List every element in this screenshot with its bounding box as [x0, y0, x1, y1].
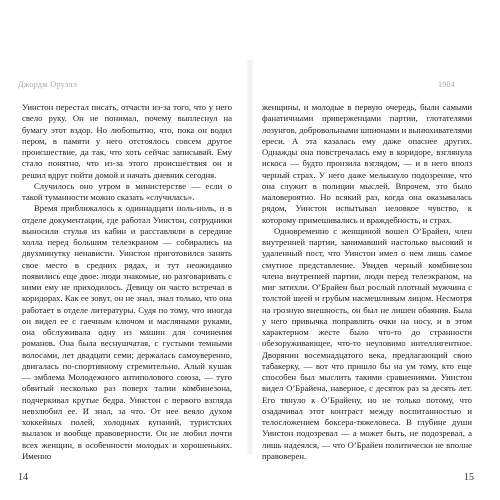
- paragraph: Случилось оно утром в министерстве — если о такой туманности можно сказать «случилась».: [22, 180, 232, 202]
- paragraph: Одновременно с женщиной вошел О’Брайен, член внутренней партии, занимавший настолько высокий и удаленный пост, что Уинстон имел о нем лишь самое смутное представление. Увидев черный комбинезон члена внутренней партии, люди перед телеэкраном, на миг затихли. О’Брайен был рослый плотный мужчина с толстой шеей и грубым насмешливым лицом. Несмотря на грозную внешность, он был не лишен обаяния. Была у него привычка поправлять очки на носу, и в этом характерном жесте было что-то до странности обезоруживающее, что-то неуловимо интеллигентное. Дворянин восемнадцатого века, предлагающий свою табакерку, — вот что пришло бы на ум тому, кто еще способен был мыслить такими сравнениями. Уинстон видел О’Брайена, наверное, с десяток раз за десять лет. Его тянуло к О’Брайену, но не только потому, что озадачивал этот контраст между воспитанностью и телосложением боксера-тяжеловеса. В глубине души Уинстон подозревал — а может быть, не подозревал, а лишь надеялся, — что О’Брайен политически не вполне правоверен.: [262, 225, 472, 461]
- book-gutter: [246, 60, 254, 455]
- left-page-text: [22, 102, 232, 462]
- paragraph: женщины, и молодые в первую очередь, были самыми фанатичными приверженцами партии, глотателями лозунгов, добровольными шпионами и вынюхивателями ереси. А эта казалась ему даже опаснее других. Однажды она повстречалась ему в коридоре, взглянула искоса — будто пронзила взглядом, — и в него вполз черный страх. У него даже мелькнуло подозрение, что она служит в полиции мыслей. Впрочем, это было маловероятно. Но всякий раз, когда она оказывалась рядом, Уинстон испытывал неловкое чувство, к которому примешивались и враждебность, и страх.: [262, 102, 472, 225]
- running-head-right: 1984: [438, 80, 456, 89]
- paragraph: Время приближалось к одиннадцати ноль-ноль, и в отделе документации, где работал Уинстон, сотрудники выносили стулья из кабин и расставляли в середине холла перед большим телеэкраном — собирались на двухминутку ненависти. Уинстон приготовился занять свое место в средних рядах, и тут неожиданно появились еще двое: люди знакомые, но разговаривать с ними ему не приходилось. Девицу он часто встречал в коридорах. Как ее зовут, он не знал, знал только, что она работает в отделе литературы. Судя по тому, что иногда он видел ее с гаечным ключом и масляными руками, она обслуживала одну из машин для сочинения романов. Она была веснушчатая, с густыми темными волосами, лет двадцати семи; держалась самоуверенно, двигалась по-спортивному стремительно. Алый кушак — эмблема Молодежного антиполового союза, — туго обвитый несколько раз поверх талии комбинезона, подчеркивал крутые бедра. Уинстон с первого взгляда невзлюбил ее. И знал, за что. От нее веяло духом хоккейных полей, холодных купаний, туристских вылазок и вообще правоверности. Он не любил почти всех женщин, в особенности молодых и хорошеньких. Именно: [22, 203, 232, 461]
- paragraph: Уинстон перестал писать, отчасти из-за того, что у него свело руку. Он не понимал, почему выплеснул на бумагу этот вздор. Но любопытно, что, пока он водил пером, в памяти у него отстоялось совсем другое происшествие, да так, что хоть сейчас записывай. Ему стало понятно, что из-за этого происшествия он и решил вдруг пойти домой и начать дневник сегодня.: [22, 102, 232, 180]
- page-number-right: 15: [464, 472, 474, 483]
- page-number-left: 14: [18, 472, 28, 483]
- right-page-text: [262, 102, 472, 462]
- running-head-left: Джордж Оруэлл: [18, 80, 78, 89]
